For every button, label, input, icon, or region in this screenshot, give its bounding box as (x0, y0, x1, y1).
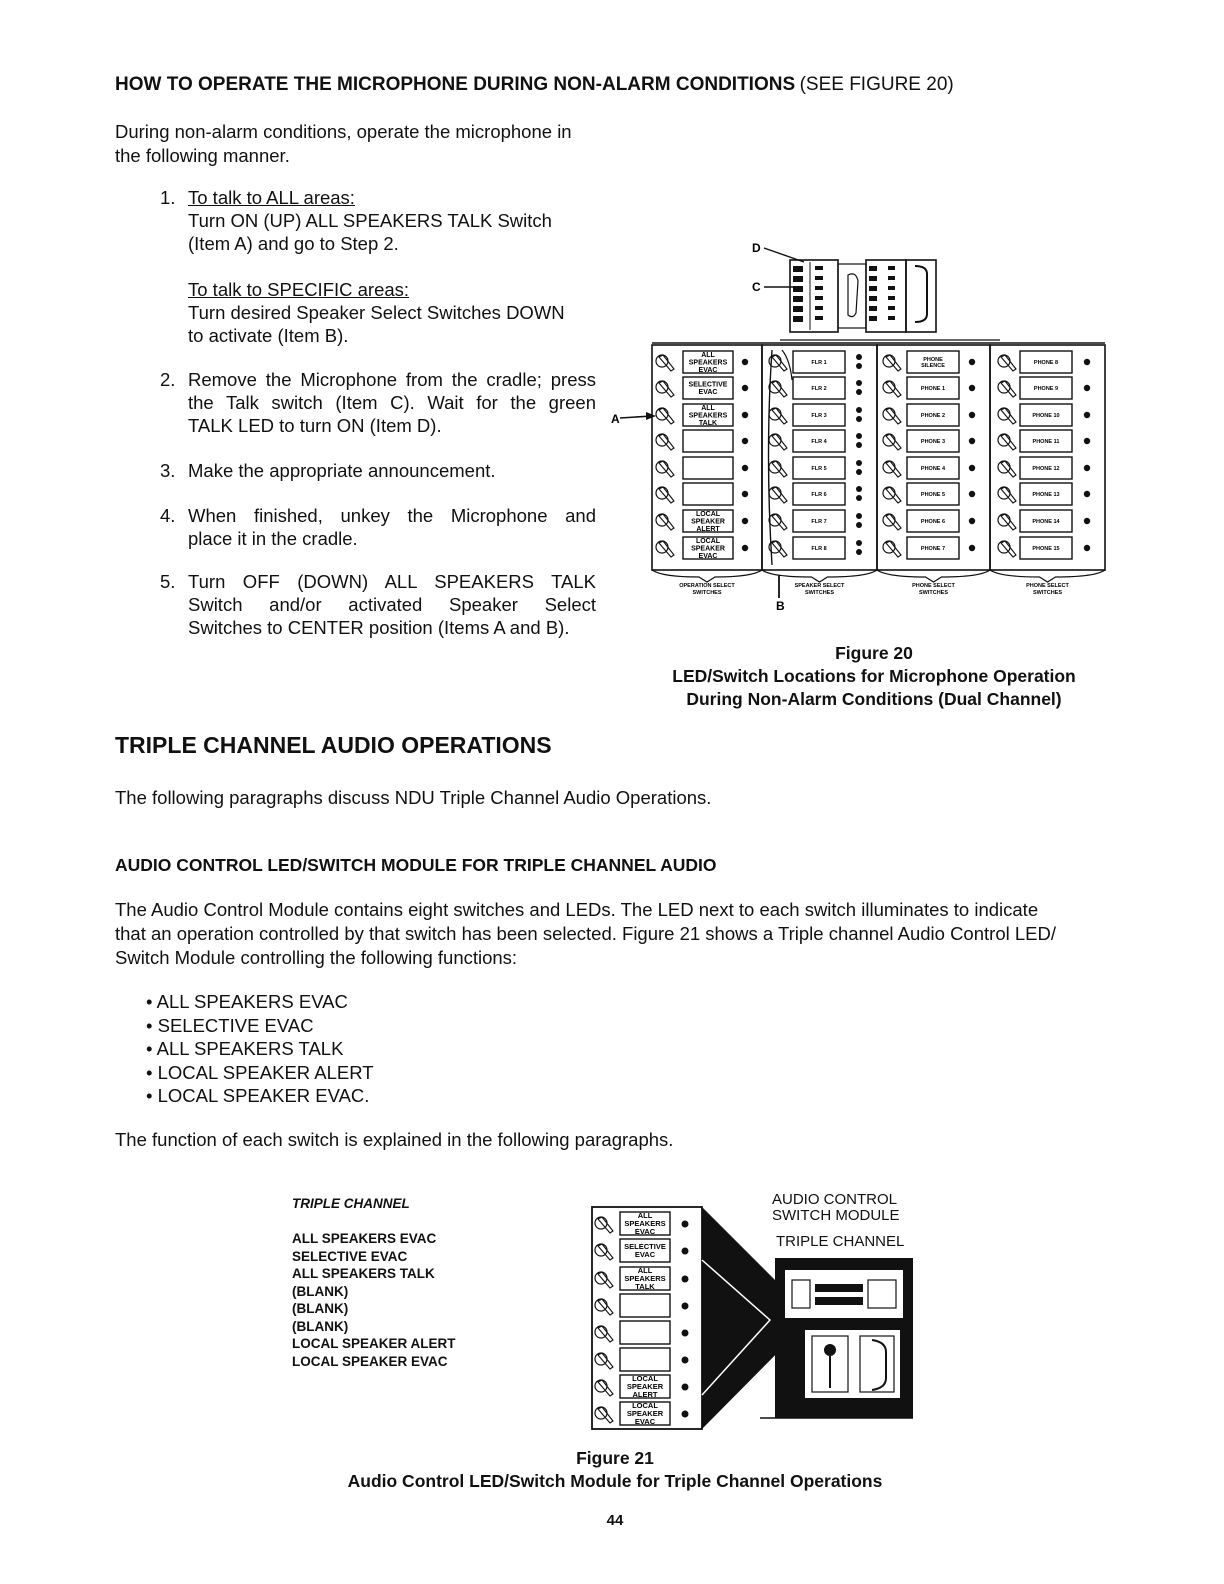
step-line: Turn desired Speaker Select Switches DOWN (188, 302, 565, 323)
switch-label-text: SPEAKER (691, 545, 725, 553)
list-item: • LOCAL SPEAKER ALERT (146, 1061, 374, 1083)
switch-label-text: PHONE 7 (920, 545, 946, 552)
led-indicator (1084, 412, 1090, 418)
switch-label-text: PHONE 9 (1033, 385, 1059, 392)
switch-label-text: PHONE 11 (1032, 438, 1060, 445)
module-switch-label (620, 1348, 670, 1371)
caption-line: Figure 20 (835, 643, 913, 663)
audio-control-module (592, 1207, 913, 1429)
led-strip-segment (888, 316, 895, 320)
led-indicator (742, 545, 748, 551)
step-5 (160, 570, 596, 639)
led-indicator (969, 438, 975, 444)
group-label-text: SWITCHES (918, 590, 949, 596)
led-indicator (1084, 545, 1090, 551)
led-indicator (682, 1330, 689, 1337)
control-panel-top-insert (785, 1270, 903, 1318)
led-indicator (856, 442, 862, 448)
step-number: 4. (160, 505, 176, 526)
list-item: ALL SPEAKERS TALK (292, 1266, 435, 1281)
triple-channel-list (292, 1230, 456, 1370)
led-strip-segment (815, 286, 823, 290)
switch-label-text: SPEAKER (626, 1382, 664, 1392)
list-item: (BLANK) (292, 1318, 349, 1334)
led-indicator (682, 1248, 689, 1255)
step-line: TALK LED to turn ON (Item D). (188, 415, 442, 436)
microphone-icon (848, 274, 858, 317)
step-line: (Item A) and go to Step 2. (188, 233, 399, 254)
switch-label-text: PHONE 1 (920, 385, 946, 392)
switch-label-text: FLR 2 (811, 385, 827, 392)
led-indicator (969, 412, 975, 418)
switch-label-text: TALK (698, 419, 718, 427)
triple-intro: The following paragraphs discuss NDU Triple Channel Audio Operations. (115, 787, 712, 808)
switch-label-text: TALK (635, 1282, 655, 1292)
led-strip-segment (869, 276, 877, 281)
led-indicator (1084, 438, 1090, 444)
module-switch-label (620, 1321, 670, 1344)
group-label-text: SWITCHES (692, 590, 722, 596)
led-strip-segment (815, 306, 823, 310)
led-indicator (682, 1384, 689, 1391)
led-indicator (856, 433, 862, 439)
switch-label-text: FLR 5 (811, 465, 827, 472)
switch-label-text: SPEAKERS (624, 1274, 666, 1284)
heading-figure-ref: (SEE FIGURE 20) (799, 74, 954, 95)
led-strip-segment (869, 306, 877, 311)
list-item: LOCAL SPEAKER ALERT (292, 1336, 456, 1351)
caption-line: During Non-Alarm Conditions (Dual Channel) (686, 689, 1062, 709)
led-indicator (969, 465, 975, 471)
intro-line: the following manner. (115, 145, 290, 166)
led-indicator (742, 412, 748, 418)
led-indicator (856, 389, 862, 395)
step-title: To talk to ALL areas: (188, 187, 355, 208)
telephone-handset-icon (915, 266, 927, 322)
list-item: • LOCAL SPEAKER EVAC. (146, 1085, 370, 1106)
led-indicator (969, 359, 975, 365)
page-number: 44 (606, 1512, 624, 1529)
led-strip-segment (888, 266, 895, 270)
switch-label-text: SPEAKERS (624, 1219, 666, 1229)
step-line: the Talk switch (Item C). Wait for the green (188, 392, 596, 413)
led-indicator (969, 491, 975, 497)
group-label-text: SWITCHES (1032, 590, 1063, 596)
led-strip-segment (793, 276, 803, 282)
outro-paragraph: The function of each switch is explained in the following paragraphs. (115, 1129, 674, 1150)
switch-label-text: SPEAKERS (688, 412, 728, 420)
switch-label-text: PHONE 15 (1032, 545, 1060, 552)
switch-label-text: EVAC (698, 389, 718, 397)
switch-label-text: SPEAKERS (688, 359, 728, 367)
figure-21-caption (300, 1447, 930, 1493)
step-2 (160, 368, 596, 437)
module-title-line: SWITCH MODULE (772, 1207, 900, 1224)
led-indicator (856, 469, 862, 475)
led-indicator (856, 486, 862, 492)
module-title-line: AUDIO CONTROL (772, 1191, 898, 1208)
switch-label-text: FLR 3 (811, 412, 827, 419)
led-strip-segment (815, 296, 823, 300)
led-indicator (1084, 491, 1090, 497)
list-item: • SELECTIVE EVAC (146, 1014, 314, 1036)
led-strip-segment (815, 316, 823, 320)
step-number: 2. (160, 369, 176, 390)
led-indicator (969, 518, 975, 524)
group-label-text: PHONE SELECT (1026, 583, 1069, 589)
step-line: Switch and/or activated Speaker Select (188, 594, 596, 615)
microphone-icon (824, 1344, 836, 1356)
group-label-text: SPEAKER SELECT (794, 583, 845, 589)
switch-label-text: PHONE 10 (1032, 412, 1060, 419)
step-title: To talk to SPECIFIC areas: (188, 279, 410, 300)
led-indicator (856, 549, 862, 555)
step-4 (160, 504, 596, 550)
step-line: Remove the Microphone from the cradle; press (188, 369, 596, 390)
operation-select-label (683, 430, 733, 452)
led-indicator (856, 522, 862, 528)
step-line: Switches to CENTER position (Items A and B). (188, 617, 570, 638)
switch-label-text: LOCAL (632, 1374, 658, 1384)
list-item: • ALL SPEAKERS EVAC (146, 991, 348, 1012)
section-heading-microphone (115, 74, 1115, 96)
led-strip-segment (888, 306, 895, 310)
led-strip-segment (869, 316, 877, 321)
audio-control-paragraph (115, 898, 1125, 970)
operation-select-label (683, 457, 733, 479)
switch-label-text: PHONE 4 (920, 465, 946, 472)
switch-label-text: ALERT (632, 1390, 658, 1400)
section-heading-triple: TRIPLE CHANNEL AUDIO OPERATIONS (115, 732, 552, 758)
step-1-specific (188, 278, 596, 347)
step-line: When finished, unkey the Microphone and (188, 505, 596, 526)
switch-label-text: PHONE 13 (1032, 491, 1060, 498)
led-indicator (742, 385, 748, 391)
step-line: place it in the cradle. (188, 528, 358, 549)
led-strip-segment (793, 306, 803, 312)
switch-label-text: LOCAL (695, 510, 721, 518)
handset-cradle (764, 248, 1000, 340)
led-strip-segment (793, 316, 803, 322)
caption-line: Figure 21 (576, 1448, 654, 1468)
list-item: ALL SPEAKERS EVAC (292, 1231, 437, 1246)
switch-label-text: PHONE 8 (1033, 359, 1059, 366)
module-switch-label (620, 1294, 670, 1317)
step-1 (160, 186, 596, 255)
led-strip-segment (793, 296, 803, 302)
group-label-text: PHONE SELECT (912, 583, 955, 589)
group-label-text: OPERATION SELECT (679, 583, 735, 589)
callout-d-line (764, 248, 804, 262)
switch-label-text: EVAC (698, 552, 718, 560)
list-item: (BLANK) (292, 1283, 349, 1299)
list-item: SELECTIVE EVAC (292, 1248, 408, 1264)
led-indicator (969, 385, 975, 391)
led-indicator (856, 460, 862, 466)
led-strip-segment (888, 286, 895, 290)
switch-label-text: ALL (701, 351, 715, 359)
callout-a-arrowhead (646, 412, 656, 420)
callout-b: B (776, 599, 785, 613)
list-item: LOCAL SPEAKER EVAC (292, 1353, 448, 1369)
caption-line: Audio Control LED/Switch Module for Triple Channel Operations (347, 1471, 883, 1491)
switch-label-text: SELECTIVE (624, 1242, 666, 1252)
led-indicator (856, 354, 862, 360)
switch-label-text: PHONE 3 (920, 438, 946, 445)
led-indicator (742, 438, 748, 444)
led-indicator (742, 491, 748, 497)
panel-led-bar (815, 1284, 863, 1292)
group-label-text: SWITCHES (804, 590, 835, 596)
switch-label-text: FLR 1 (811, 359, 827, 366)
step-number: 3. (160, 460, 176, 481)
switch-label-text: ALL (637, 1211, 653, 1221)
switch-label-text: EVAC (634, 1417, 656, 1427)
switch-label-text: FLR 4 (811, 438, 827, 445)
switch-label-text: ALERT (696, 525, 720, 533)
figure-20-diagram (600, 238, 1120, 616)
switch-label-text: ALL (637, 1266, 653, 1276)
step-line: Make the appropriate announcement. (188, 460, 496, 481)
led-indicator (682, 1221, 689, 1228)
switch-label-text: SILENCE (921, 362, 945, 369)
switch-label-text: PHONE 12 (1032, 465, 1060, 472)
para-line: that an operation controlled by that switch has been selected. Figure 21 shows a Triple channel Audio Control LED/ (115, 923, 1056, 944)
step-number: 5. (160, 571, 176, 592)
led-indicator (1084, 465, 1090, 471)
switch-label-text: PHONE 6 (920, 518, 946, 525)
switch-label-text: FLR 8 (811, 545, 827, 552)
switch-label-text: PHONE 14 (1032, 518, 1060, 525)
led-indicator (682, 1357, 689, 1364)
led-indicator (856, 407, 862, 413)
group-bracket (990, 570, 1105, 582)
led-indicator (856, 513, 862, 519)
led-indicator (969, 545, 975, 551)
led-strip-segment (869, 286, 877, 291)
led-indicator (682, 1303, 689, 1310)
led-indicator (742, 518, 748, 524)
led-indicator (856, 380, 862, 386)
list-item: (BLANK) (292, 1301, 349, 1316)
switch-panel (620, 343, 1105, 598)
switch-label-text: EVAC (634, 1250, 656, 1260)
led-indicator (856, 495, 862, 501)
panel-led-bar (815, 1297, 863, 1305)
callout-c: C (752, 280, 761, 294)
step-number: 1. (160, 187, 176, 208)
switch-label-text: EVAC (634, 1227, 656, 1237)
triple-channel-list-title: TRIPLE CHANNEL (292, 1196, 410, 1211)
switch-label-text: PHONE 5 (920, 491, 946, 498)
section-heading-audio-control: AUDIO CONTROL LED/SWITCH MODULE FOR TRIPLE CHANNEL AUDIO (115, 855, 717, 875)
function-list (146, 990, 374, 1108)
module-subtitle: TRIPLE CHANNEL (776, 1233, 905, 1250)
led-indicator (856, 416, 862, 422)
led-indicator (856, 363, 862, 369)
led-indicator (742, 359, 748, 365)
led-indicator (856, 540, 862, 546)
callout-d: D (752, 241, 761, 255)
callout-a: A (611, 412, 620, 426)
switch-label-text: SPEAKER (626, 1409, 664, 1419)
switch-label-text: FLR 7 (811, 518, 827, 525)
step-3 (160, 459, 596, 482)
figure-21-diagram (580, 1200, 920, 1435)
group-bracket (652, 570, 762, 582)
led-strip-segment (793, 266, 803, 272)
switch-label-text: PHONE (923, 356, 943, 363)
operation-select-label (683, 483, 733, 505)
switch-label-text: ALL (701, 404, 715, 412)
caption-line: LED/Switch Locations for Microphone Operation (672, 666, 1076, 686)
led-strip-segment (815, 266, 823, 270)
step-line: Turn OFF (DOWN) ALL SPEAKERS TALK (188, 571, 596, 592)
heading-bold-text: HOW TO OPERATE THE MICROPHONE DURING NON-ALARM CONDITIONS (115, 74, 796, 95)
led-indicator (682, 1276, 689, 1283)
led-strip-segment (869, 296, 877, 301)
led-strip-segment (888, 296, 895, 300)
figure-20-caption (640, 642, 1108, 711)
led-indicator (742, 465, 748, 471)
led-indicator (1084, 518, 1090, 524)
group-bracket (877, 570, 990, 582)
switch-label-text: LOCAL (632, 1401, 658, 1411)
para-line: Switch Module controlling the following functions: (115, 947, 518, 968)
intro-paragraph (115, 120, 635, 168)
led-strip-segment (888, 276, 895, 280)
para-line: The Audio Control Module contains eight switches and LEDs. The LED next to each switch illuminates to indicate (115, 899, 1039, 920)
step-line: to activate (Item B). (188, 325, 349, 346)
led-indicator (1084, 385, 1090, 391)
switch-label-text: FLR 6 (811, 491, 827, 498)
led-indicator (1084, 359, 1090, 365)
list-item: • ALL SPEAKERS TALK (146, 1038, 344, 1059)
switch-label-text: PHONE 2 (920, 412, 946, 419)
switch-label-text: SELECTIVE (688, 381, 728, 389)
switch-label-text: LOCAL (695, 537, 721, 545)
switch-label-text: EVAC (698, 366, 718, 374)
led-strip-segment (869, 266, 877, 271)
led-strip-segment (815, 276, 823, 280)
intro-line: During non-alarm conditions, operate the microphone in (115, 121, 572, 142)
step-line: Turn ON (UP) ALL SPEAKERS TALK Switch (188, 210, 552, 231)
led-indicator (682, 1411, 689, 1418)
switch-label-text: SPEAKER (691, 518, 725, 526)
